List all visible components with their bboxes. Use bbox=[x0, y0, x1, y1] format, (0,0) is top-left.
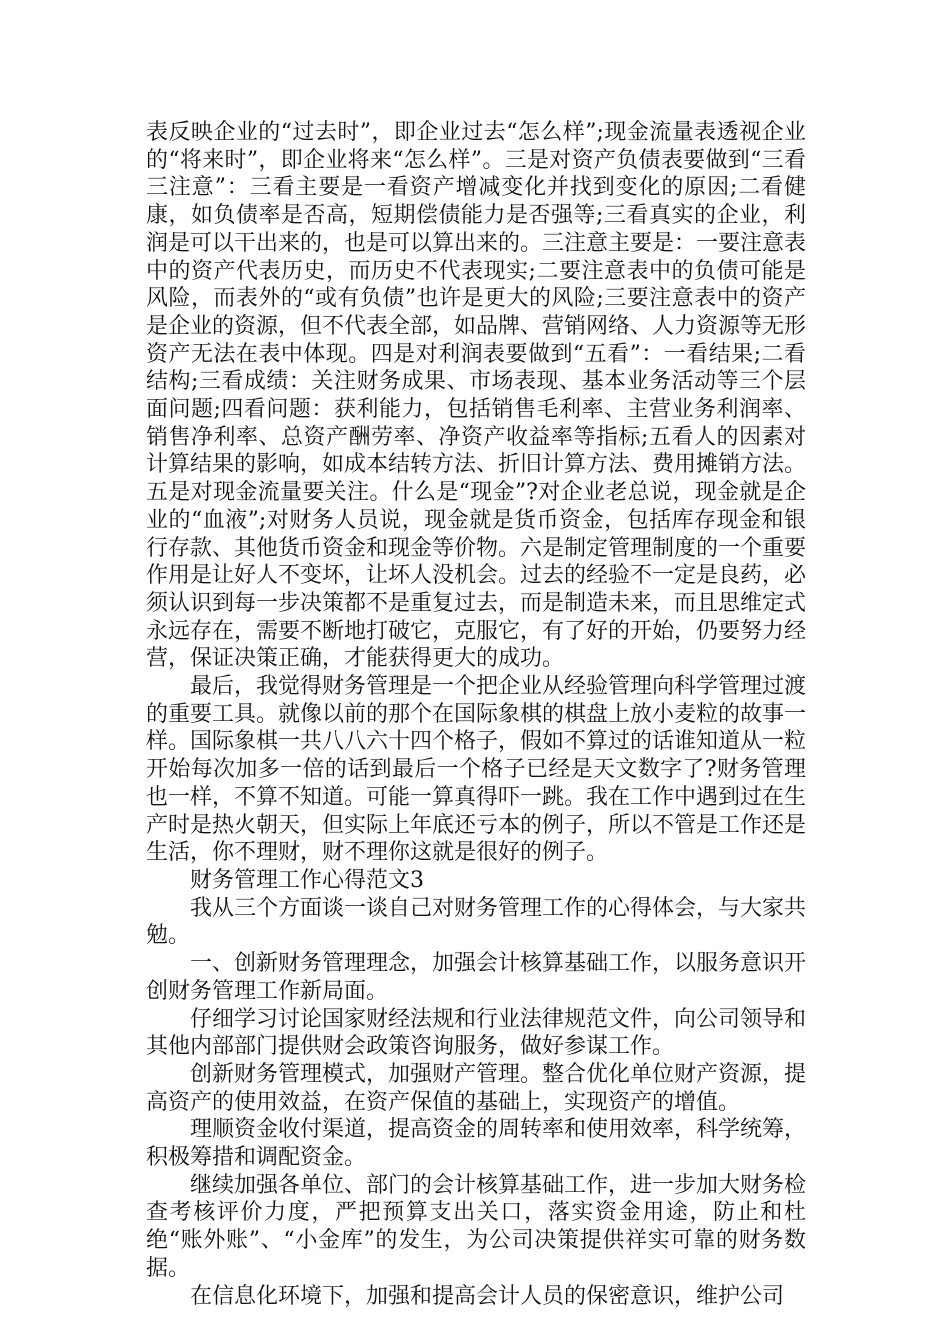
paragraph-intro: 我从三个方面谈一谈自己对财务管理工作的心得体会，与大家共勉。 bbox=[146, 895, 807, 949]
paragraph-funds: 理顺资金收付渠道，提高资金的周转率和使用效率，科学统筹，积极筹措和调配资金。 bbox=[146, 1117, 807, 1171]
document-body bbox=[146, 119, 806, 1310]
paragraph-study: 仔细学习讨论国家财经法规和行业法律规范文件，向公司领导和其他内部部门提供财会政策咨询服务，做好参谋工作。 bbox=[146, 1006, 807, 1060]
paragraph-conclusion: 最后，我觉得财务管理是一个把企业从经验管理向科学管理过渡的重要工具。就像以前的那个在国际象棋的棋盘上放小麦粒的故事一样。国际象棋一共八八六十四个格子，假如不算过的话谁知道从一粒开始每次加多一倍的话到最后一个格子已经是天文数字了?财务管理也一样，不算不知道。可能一算真得吓一跳。我在工作中遇到过在生产时是热火朝天，但实际上年底还亏本的例子，所以不管是工作还是生活，你不理财，财不理你这就是很好的例子。 bbox=[146, 674, 807, 866]
paragraph-point-one: 一、创新财务管理理念，加强会计核算基础工作，以服务意识开创财务管理工作新局面。 bbox=[146, 951, 807, 1004]
paragraph-accounting: 继续加强各单位、部门的会计核算基础工作，进一步加大财务检查考核评价力度，严把预算支出关口，落实资金用途，防止和杜绝“账外账”、“小金库”的发生，为公司决策提供祥实可靠的财务数据。 bbox=[146, 1172, 807, 1281]
paragraph-asset-management: 创新财务管理模式，加强财产管理。整合优化单位财产资源，提高资产的使用效益，在资产保值的基础上，实现资产的增值。 bbox=[146, 1061, 807, 1115]
paragraph-continuation: 表反映企业的“过去时”，即企业过去“怎么样”;现金流量表透视企业的“将来时”，即企业将来“怎么样”。三是对资产负债表要做到“三看三注意”：三看主要是一看资产增减变化并找到变化的原因;二看健康，如负债率是否高，短期偿债能力是否强等;三看真实的企业，利润是可以干出来的，也是可以算出来的。三注意主要是：一要注意表中的资产代表历史，而历史不代表现实;二要注意表中的负债可能是风险，而表外的“或有负债”也许是更大的风险;三要注意表中的资产是企业的资源，但不代表全部，如品牌、营销网络、人力资源等无形资产无法在表中体现。四是对利润表要做到“五看”：一看结果;二看结构;三看成绩：关注财务成果、市场表现、基本业务活动等三个层面问题;四看问题：获利能力，包括销售毛利率、主营业务利润率、销售净利率、总资产酬劳率、净资产收益率等指标;五看人的因素对计算结果的影响，如成本结转方法、折旧计算方法、费用摊销方法。五是对现金流量要关注。什么是“现金”?对企业老总说，现金就是企业的“血液”;对财务人员说，现金就是货币资金，包括库存现金和银行存款、其他货币资金和现金等价物。六是制定管理制度的一个重要作用是让好人不变坏，让坏人没机会。过去的经验不一定是良药，必须认识到每一步决策都不是重复过去，而是制造未来，而且思维定式永远存在，需要不断地打破它，克服它，有了好的开始，仍要努力经营，保证决策正确，才能获得更大的成功。 bbox=[146, 120, 807, 672]
paragraph-security: 在信息化环境下，加强和提高会计人员的保密意识，维护公司 bbox=[190, 1283, 785, 1309]
section-heading: 财务管理工作心得范文3 bbox=[190, 867, 424, 893]
